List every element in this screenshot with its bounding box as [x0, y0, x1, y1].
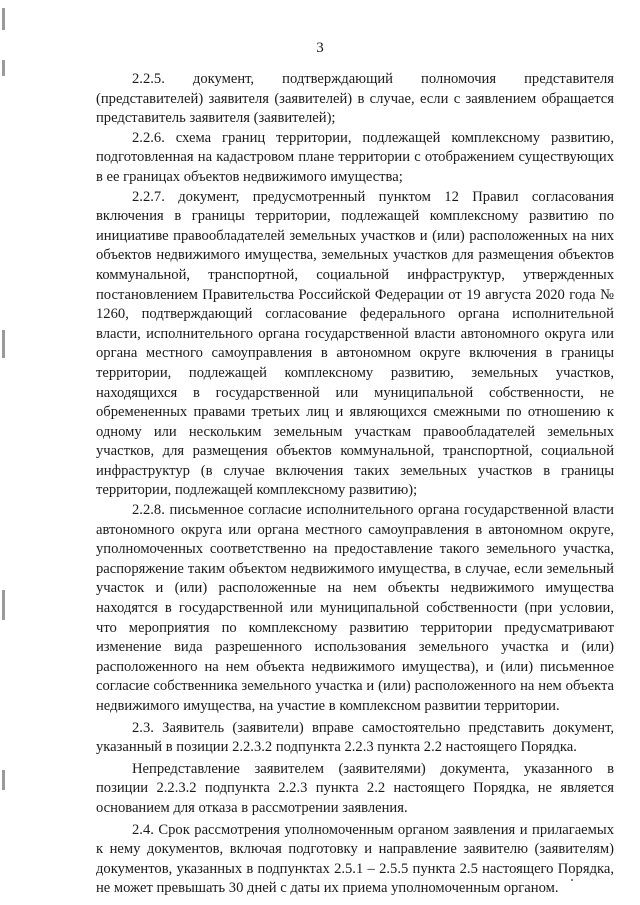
paragraph-2-4: 2.4. Срок рассмотрения уполномоченным органом заявления и прилагаемых к нему документов, включая подготовку и направление заявителю (заявителям) документов, указанных в подпунктах 2.5.1 – 2.5.5 пункта 2.5 настоящего Порядка, не может превышать 30 дней с даты их приема уполномоченным органом.	[96, 821, 614, 897]
scan-edge-mark	[2, 770, 5, 790]
page-number: 3	[316, 40, 324, 56]
paragraph-2-3: 2.3. Заявитель (заявители) вправе самостоятельно представить документ, указанный в позиции 2.2.3.2 подпункта 2.2.3 пункта 2.2 настоящего Порядка.	[96, 719, 614, 756]
scan-edge-mark	[2, 590, 5, 620]
paragraph-non-submission: Непредставление заявителем (заявителями) документа, указанного в позиции 2.2.3.2 подпункта 2.2.3 пункта 2.2 настоящего Порядка, не является основанием для отказа в рассмотрении заявления.	[96, 760, 614, 816]
paragraph-2-2-5: 2.2.5. документ, подтверждающий полномочия представителя (представителей) заявителя (заявителей) в случае, если с заявлением обращается представитель заявителя (заявителей);	[96, 71, 614, 127]
scan-edge-mark	[2, 8, 5, 30]
document-body	[96, 70, 614, 899]
paragraph-2-2-8: 2.2.8. письменное согласие исполнительного органа государственной власти автономного округа или органа местного самоуправления в автономном округе, уполномоченных соответственно на предоставление такого земельного участка, распоряжение таким объектом недвижимого имущества, в случае, если земельный участок и (или) расположенные на нем объекты недвижимого имущества находятся в государственной или муниципальной собственности (при условии, что мероприятия по комплексному развитию территории предусматривают изменение вида разрешенного использования земельного участка и (или) расположенного на нем объекта недвижимого имущества), и (или) письменное согласие собственника земельного участка и (или) расположенного на нем объекта недвижимого имущества, на участие в комплексном развитии территории.	[96, 502, 614, 714]
scan-edge-mark	[2, 60, 5, 76]
paragraph-2-2-6: 2.2.6. схема границ территории, подлежащей комплексному развитию, подготовленная на кадастровом плане территории с отображением существующих в ее границах объектов недвижимого имущества;	[96, 129, 614, 185]
scan-edge-mark	[2, 330, 5, 358]
paragraph-2-2-7: 2.2.7. документ, предусмотренный пунктом 12 Правил согласования включения в границы территории, подлежащей комплексному развитию по инициативе правообладателей земельных участков и (или) расположенных на них объектов недвижимого имущества, земельных участков для размещения объектов коммунальной, транспортной, социальной инфраструктур, утвержденных постановлением Правительства Российской Федерации от 19 августа 2020 года № 1260, подтверждающий согласование федерального органа исполнительной власти, исполнительного органа государственной власти автономного округа или органа местного самоуправления в автономном округе включения в границы территории, подлежащей комплексному развитию, земельных участков, находящихся в государственной или муниципальной собственности, не обремененных правами третьих лиц и являющихся смежными по отношению к одному или нескольким земельным участкам правообладателей земельных участков, для размещения объектов коммунальной, транспортной, социальной инфраструктур (в случае включения таких земельных участков в границы территории, подлежащей комплексному развитию);	[96, 188, 614, 499]
